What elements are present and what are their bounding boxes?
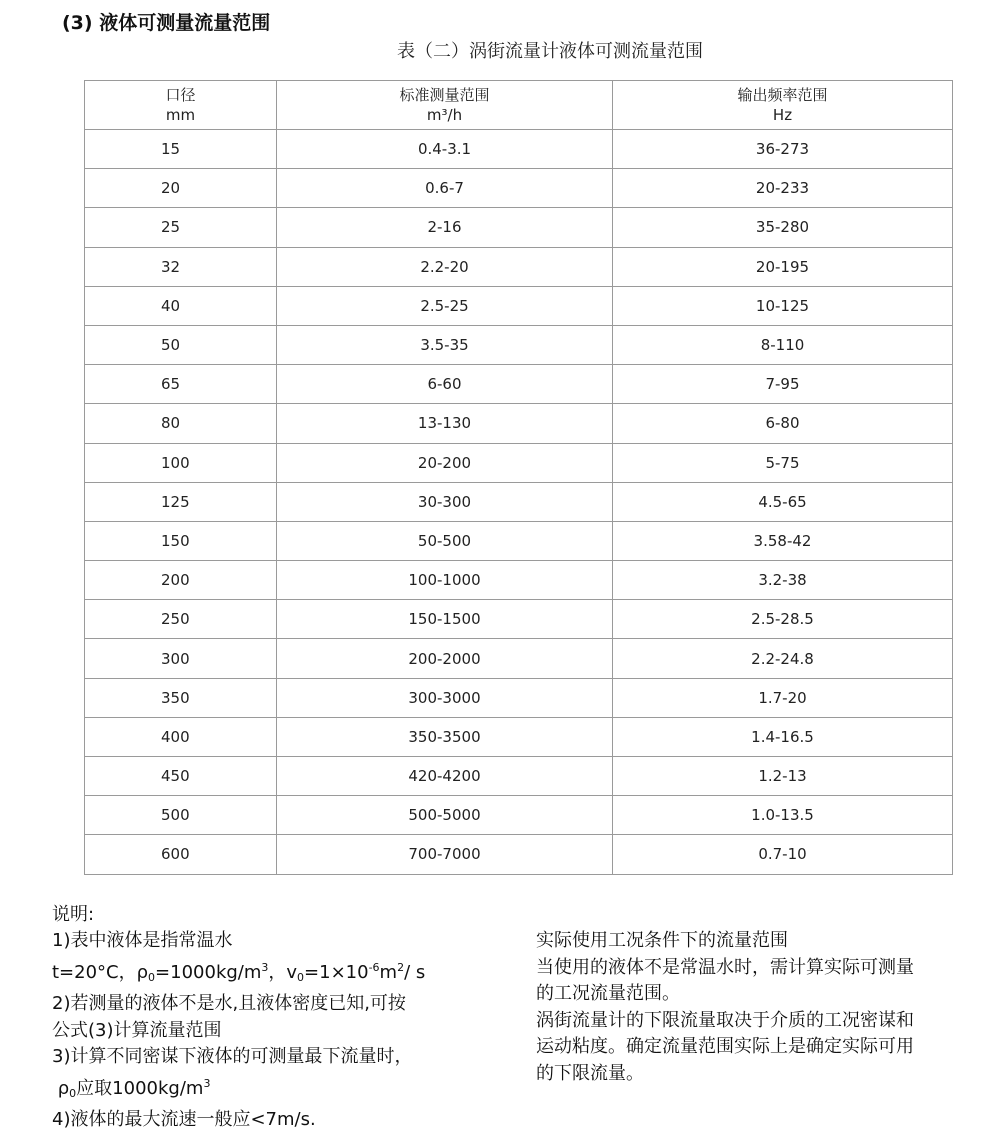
cell-diameter: 350: [85, 678, 277, 717]
table-row: [85, 208, 953, 247]
table-row: [85, 639, 953, 678]
notes-right: [536, 928, 986, 1087]
note-rho-sub: 0: [69, 1086, 77, 1100]
cell-range: 150-1500: [277, 600, 613, 639]
cell-diameter: 450: [85, 757, 277, 796]
header-range-label: 标准测量范围: [399, 86, 490, 104]
note-line-1: 1)表中液体是指常温水: [52, 930, 233, 951]
note-line-4: 公式(3)计算流量范围: [52, 1019, 222, 1041]
cell-frequency: 2.5-28.5: [613, 600, 953, 639]
table-row: [85, 678, 953, 717]
cell-diameter: 20: [85, 169, 277, 208]
cell-frequency: 35-280: [613, 208, 953, 247]
table-row: [85, 404, 953, 443]
note-line-7: 4)液体的最大流速一般应<7m/s.: [52, 1109, 316, 1130]
cell-range: 300-3000: [277, 678, 613, 717]
header-diameter-unit: mm: [165, 106, 196, 124]
cell-frequency: 8-110: [613, 325, 953, 364]
cell-range: 700-7000: [277, 835, 613, 874]
note-line-6: [52, 1071, 492, 1108]
note-formula-exp: -6: [368, 960, 380, 974]
cell-diameter: 15: [85, 130, 277, 169]
cell-diameter: 250: [85, 600, 277, 639]
header-range-unit: m³/h: [426, 106, 463, 124]
note-formula-s: / s: [404, 961, 426, 983]
cell-frequency: 3.2-38: [613, 561, 953, 600]
cell-frequency: 10-125: [613, 286, 953, 325]
cell-range: 350-3500: [277, 717, 613, 756]
note-rho-sup: 3: [203, 1076, 211, 1090]
table-row: [85, 247, 953, 286]
cell-range: 50-500: [277, 521, 613, 560]
cell-diameter: 125: [85, 482, 277, 521]
table-row: [85, 325, 953, 364]
table-row: [85, 835, 953, 874]
note-formula-m: m: [379, 961, 398, 983]
note-rho: ρ: [57, 1077, 70, 1099]
cell-diameter: 32: [85, 247, 277, 286]
cell-frequency: 1.4-16.5: [613, 717, 953, 756]
cell-range: 3.5-35: [277, 325, 613, 364]
note-formula-v: ，v: [268, 961, 298, 983]
cell-range: 420-4200: [277, 757, 613, 796]
table-row: [85, 561, 953, 600]
header-range: [277, 81, 613, 130]
cell-range: 200-2000: [277, 639, 613, 678]
header-frequency-label: 输出频率范围: [737, 86, 828, 104]
cell-frequency: 36-273: [613, 130, 953, 169]
cell-range: 2.5-25: [277, 286, 613, 325]
cell-frequency: 20-233: [613, 169, 953, 208]
right-note-line-1: 实际使用工况条件下的流量范围: [536, 930, 788, 951]
cell-range: 6-60: [277, 365, 613, 404]
note-formula-v-sub: 0: [297, 970, 305, 984]
cell-diameter: 65: [85, 365, 277, 404]
cell-range: 500-5000: [277, 796, 613, 835]
cell-diameter: 500: [85, 796, 277, 835]
cell-range: 20-200: [277, 443, 613, 482]
section-heading: (3) 液体可测量流量范围: [62, 12, 271, 34]
table-row: [85, 365, 953, 404]
cell-frequency: 4.5-65: [613, 482, 953, 521]
table-row: [85, 600, 953, 639]
cell-range: 100-1000: [277, 561, 613, 600]
note-formula-density-sup: 3: [261, 960, 269, 974]
cell-frequency: 3.58-42: [613, 521, 953, 560]
cell-diameter: 100: [85, 443, 277, 482]
table-body: [85, 130, 953, 875]
cell-range: 0.6-7: [277, 169, 613, 208]
note-formula-rho-sub: 0: [148, 970, 156, 984]
table-row: [85, 717, 953, 756]
table-row: [85, 169, 953, 208]
cell-frequency: 20-195: [613, 247, 953, 286]
header-diameter: [85, 81, 277, 130]
right-note-line-4: 涡街流量计的下限流量取决于介质的工况密谋和: [536, 1009, 914, 1031]
table-row: [85, 130, 953, 169]
note-line-5: 3)计算不同密谋下液体的可测量最下流量时，: [52, 1046, 413, 1067]
cell-frequency: 1.0-13.5: [613, 796, 953, 835]
table-row: [85, 443, 953, 482]
cell-frequency: 1.7-20: [613, 678, 953, 717]
cell-diameter: 80: [85, 404, 277, 443]
cell-frequency: 1.2-13: [613, 757, 953, 796]
right-note-line-2: 当使用的液体不是常温水时，需计算实际可测量: [536, 956, 914, 978]
right-note-line-5: 运动粘度。确定流量范围实际上是确定实际可用: [536, 1036, 914, 1057]
cell-frequency: 7-95: [613, 365, 953, 404]
note-line-2: [52, 955, 492, 992]
note-formula-viscosity: =1×10: [304, 961, 369, 983]
table-row: [85, 521, 953, 560]
table-row: [85, 757, 953, 796]
cell-frequency: 5-75: [613, 443, 953, 482]
table-header-row: [85, 81, 953, 130]
cell-range: 2-16: [277, 208, 613, 247]
notes-title: 说明:: [52, 904, 95, 925]
cell-diameter: 300: [85, 639, 277, 678]
cell-diameter: 50: [85, 325, 277, 364]
table-row: [85, 286, 953, 325]
right-note-line-6: 的下限流量。: [536, 1062, 644, 1084]
note-line-3: 2)若测量的液体不是水,且液体密度已知,可按: [52, 993, 406, 1014]
cell-frequency: 6-80: [613, 404, 953, 443]
cell-diameter: 200: [85, 561, 277, 600]
table-row: [85, 796, 953, 835]
notes-left: [52, 928, 492, 1134]
cell-diameter: 40: [85, 286, 277, 325]
table-caption: 表（二）涡街流量计液体可测流量范围: [397, 41, 703, 62]
cell-frequency: 2.2-24.8: [613, 639, 953, 678]
note-formula-density: =1000kg/m: [155, 961, 262, 983]
note-formula-t: t=20°C，ρ: [52, 961, 149, 983]
cell-diameter: 150: [85, 521, 277, 560]
cell-range: 30-300: [277, 482, 613, 521]
header-frequency: [613, 81, 953, 130]
right-note-line-3: 的工况流量范围。: [536, 983, 680, 1004]
cell-frequency: 0.7-10: [613, 835, 953, 874]
cell-diameter: 400: [85, 717, 277, 756]
cell-range: 2.2-20: [277, 247, 613, 286]
header-diameter-label: 口径: [165, 86, 196, 104]
flow-range-table: [84, 80, 953, 875]
note-rho-value: 应取1000kg/m: [76, 1077, 204, 1099]
header-frequency-unit: Hz: [772, 106, 793, 124]
cell-diameter: 600: [85, 835, 277, 874]
cell-range: 13-130: [277, 404, 613, 443]
table-row: [85, 482, 953, 521]
note-formula-m-sup: 2: [397, 960, 405, 974]
cell-range: 0.4-3.1: [277, 130, 613, 169]
cell-diameter: 25: [85, 208, 277, 247]
